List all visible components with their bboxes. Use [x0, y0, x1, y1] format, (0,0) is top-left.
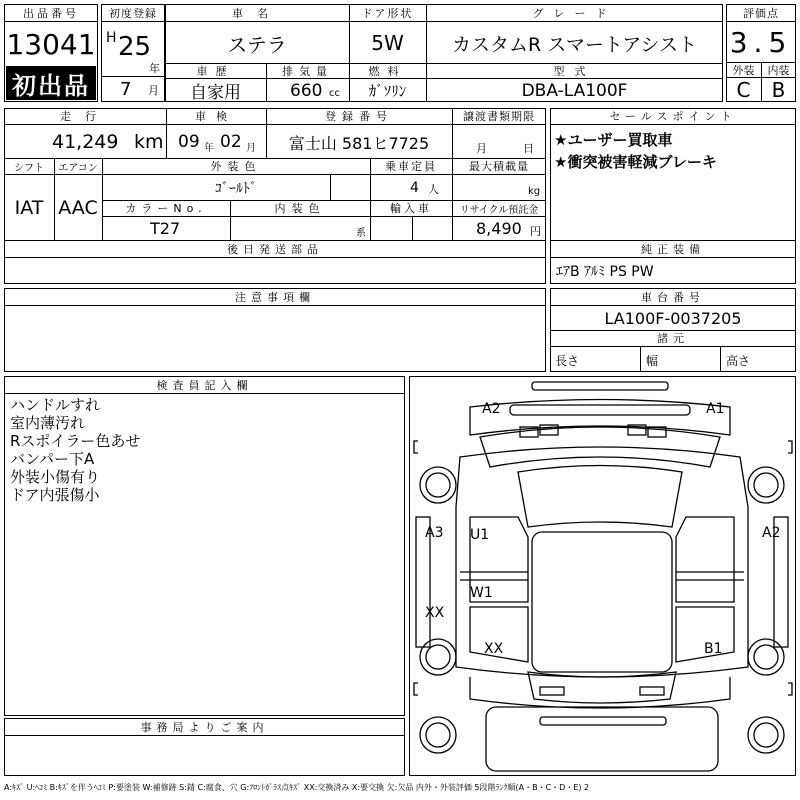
- fuel: ｶﾞｿﾘﾝ: [368, 82, 407, 100]
- fuel-label: 燃料: [368, 64, 407, 78]
- sales-points-label: セールスポイント: [609, 110, 737, 123]
- history: 自家用: [190, 83, 241, 103]
- history-label: 車歴: [196, 64, 235, 78]
- chassis-label: 車台番号: [641, 290, 705, 304]
- interior-label: 内装: [767, 63, 790, 77]
- color-no-label: カラーNo.: [125, 202, 207, 215]
- import-label: 輸入車: [390, 202, 432, 215]
- inspector-line-3: Rスポイラー色あせ: [10, 431, 141, 450]
- load-unit: kg: [528, 185, 541, 197]
- capacity-label: 乗車定員: [385, 160, 437, 173]
- specs-label: 諸元: [657, 332, 689, 345]
- sales-point-2: ★衝突被害軽減ブレーキ: [554, 152, 717, 171]
- car-outline-icon: [410, 377, 795, 775]
- interior-color-label: 内装色: [274, 202, 326, 215]
- model: DBA-LA100F: [521, 80, 628, 101]
- chassis-number: LA100F-0037205: [604, 308, 742, 328]
- height-label: 高さ: [726, 353, 751, 368]
- displacement-label: 排気量: [282, 64, 333, 78]
- inspector-line-6: ドア内張傷小: [10, 485, 100, 504]
- door-label: ドア形状: [361, 6, 414, 20]
- inspector-label: 検査員記入欄: [156, 378, 253, 392]
- grade-label: グレード: [532, 6, 617, 20]
- registration-year: 25: [118, 32, 152, 62]
- inspection-label: 車検: [195, 110, 237, 123]
- mileage-unit: km: [134, 131, 164, 153]
- capacity-unit: 人: [428, 183, 439, 196]
- ac: AAC: [58, 197, 98, 219]
- legend: A:ｷｽﾞ U:ﾍｺﾐ B:ｷｽﾞを伴うﾍｺﾐ P:要塗装 W:補修跡 S:錆 C:腐食、穴 G:ﾌﾛﾝﾄｶﾞﾗｽ点ｷｽﾞ XX:交換済み X:要交換 欠:欠品 内外・外装評価 5段階ﾗﾝｸ順(A・B・C・D・E) 2: [4, 782, 590, 792]
- damage-mark-w1: W1: [470, 585, 493, 601]
- grade: カスタムR スマートアシスト: [452, 33, 697, 56]
- notes-label: 注意事項欄: [235, 290, 315, 304]
- era-letter: H: [106, 30, 117, 46]
- color-no: T27: [150, 219, 181, 238]
- equipment-label: 純正装備: [641, 242, 705, 256]
- capacity: 4: [410, 179, 419, 196]
- interior-color-unit: 系: [356, 227, 366, 239]
- model-label: 型式: [553, 64, 596, 78]
- plate-label: 登録番号: [325, 110, 393, 123]
- damage-mark-a2-right: A2: [762, 525, 781, 541]
- exterior-label: 外装: [732, 63, 755, 77]
- car-name-label: 車名: [232, 6, 282, 20]
- length-label: 長さ: [555, 353, 580, 368]
- exterior-grade: C: [736, 78, 751, 102]
- plate-number: 富士山 581ヒ7725: [288, 133, 430, 153]
- door-type: 5W: [371, 31, 404, 55]
- recycle-label: リサイクル預託金: [459, 204, 539, 216]
- inspection-month-unit: 月: [246, 142, 256, 154]
- inspection-year-unit: 年: [204, 142, 214, 154]
- interior-grade: B: [771, 78, 786, 102]
- registration-month: 7: [120, 78, 132, 100]
- inspector-line-4: バンパー下A: [10, 449, 95, 468]
- damage-mark-xx-mid: XX: [484, 641, 504, 657]
- recycle-fee: 8,490: [476, 219, 522, 238]
- transfer-month-unit: 月: [476, 142, 487, 155]
- exterior-color: ｺﾞｰﾙﾄﾞ: [215, 180, 257, 197]
- lot-label: 出品番号: [23, 6, 79, 20]
- transfer-day-unit: 日: [523, 142, 534, 155]
- later-parts-label: 後日発送部品: [227, 242, 323, 256]
- damage-mark-xx-left: XX: [425, 605, 445, 621]
- inspector-line-5: 外装小傷有り: [10, 467, 101, 486]
- shift-label: シフト: [14, 162, 44, 174]
- car-diagram: [409, 376, 796, 776]
- shift: IAT: [14, 197, 44, 219]
- mileage-label: 走行: [60, 110, 110, 123]
- damage-mark-a1-front: A1: [706, 401, 725, 417]
- year-unit: 年: [149, 62, 160, 75]
- score-label: 評価点: [743, 6, 779, 20]
- damage-mark-u1: U1: [470, 527, 490, 543]
- damage-mark-a2-front: A2: [482, 401, 501, 417]
- displacement-unit: cc: [329, 87, 340, 99]
- car-name: ステラ: [227, 32, 287, 57]
- inspector-line-2: 室内薄汚れ: [10, 413, 86, 432]
- recycle-unit: 円: [530, 225, 541, 238]
- displacement: 660: [290, 80, 323, 101]
- ac-label: エアコン: [58, 162, 98, 174]
- mileage: 41,249: [52, 131, 119, 153]
- damage-mark-b1: B1: [704, 641, 723, 657]
- inspection-year: 09: [178, 132, 200, 152]
- damage-mark-a3-left: A3: [425, 525, 444, 541]
- month-unit: 月: [148, 84, 159, 97]
- registration-label: 初度登録: [109, 6, 157, 20]
- office-label: 事務局よりご案内: [140, 720, 269, 734]
- sales-point-1: ★ユーザー買取車: [554, 130, 673, 149]
- exterior-color-label: 外装色: [210, 160, 262, 173]
- first-listing-badge: 初出品: [6, 66, 96, 100]
- transfer-label: 譲渡書類期限: [463, 110, 535, 123]
- equipment: ｴｱB ｱﾙﾐ PS PW: [556, 264, 654, 280]
- score: 3.5: [729, 25, 793, 59]
- inspector-line-1: ハンドルすれ: [10, 395, 101, 414]
- load-label: 最大積載量: [469, 160, 529, 173]
- width-label: 幅: [646, 353, 659, 368]
- lot-number: 13041: [6, 27, 96, 61]
- inspection-month: 02: [220, 132, 242, 152]
